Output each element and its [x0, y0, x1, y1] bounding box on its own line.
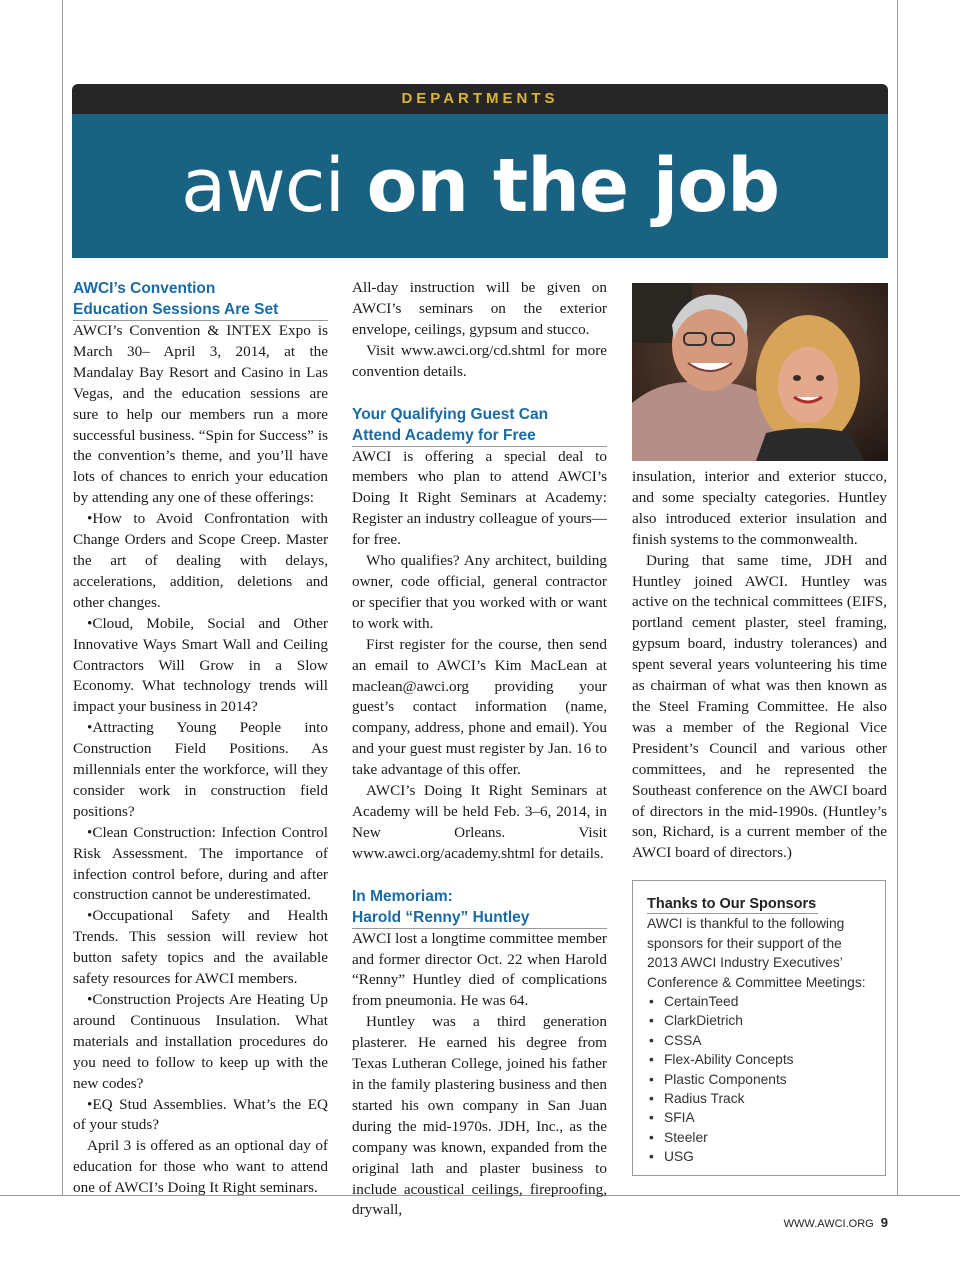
masthead-banner: [72, 114, 888, 258]
convention-paragraph: AWCI’s Convention & INTEX Expo is March 30– April 3, 2014, at the Mandalay Bay Resort and Casino in Las Vegas, and the education sessions are sure to help our members run a more successful business. “Spin for Success” is the convention’s theme, and you’ll have lots of chances to enrich your education by attending any one of these offerings:: [73, 322, 328, 507]
sponsor-item: • Steeler: [649, 1128, 871, 1147]
sponsor-item: • Radius Track: [649, 1089, 871, 1108]
sponsor-item: • USG: [649, 1147, 871, 1166]
sponsor-item: • Plastic Components: [649, 1070, 871, 1089]
memoriam-heading: In Memoriam: Harold “Renny” Huntley: [352, 886, 607, 929]
convention-link-paragraph: Visit www.awci.org/cd.shtml for more convention details.: [352, 341, 607, 380]
sponsors-box: [632, 880, 886, 1176]
masthead-title-light: awci: [180, 143, 345, 229]
right-margin-rule: [897, 0, 898, 1195]
masthead-title: [72, 114, 888, 258]
footer-url[interactable]: WWW.AWCI.ORG: [783, 1218, 874, 1230]
memoriam-paragraph: Huntley was a third generation plasterer. He earned his degree from Texas Lutheran College, joined his father in the family plastering business and then started his own company in San Juan during the mid-1970s. JDH, Inc., as the company was known, expanded from the original lath and plaster business to include acoustical ceilings, fireproofing, drywall,: [352, 1013, 607, 1219]
guest-paragraph: Who qualifies? Any architect, building owner, code official, general contractor or specifier that you worked with or want to work with.: [352, 552, 607, 632]
left-margin-rule: [62, 0, 63, 1195]
huntley-photo: [632, 283, 888, 461]
session-item: •Occupational Safety and Health Trends. This session will review hot button safety topics and the available safety resources for AWCI members.: [73, 907, 328, 988]
session-item: •How to Avoid Confrontation with Change Orders and Scope Creep. Master the art of dealing with delays, accelerations, addition, deletions and other changes.: [73, 510, 328, 611]
sponsor-item: • SFIA: [649, 1108, 871, 1127]
memoriam-paragraph: insulation, interior and exterior stucco, and some specialty categories. Huntley also introduced exterior insulation and finish systems to the commonwealth.: [632, 468, 887, 548]
session-item: •Attracting Young People into Construction Field Positions. As millennials enter the workforce, will they consider work in construction field positions?: [73, 719, 328, 820]
guest-paragraph: AWCI is offering a special deal to members who plan to attend AWCI’s Doing It Right Seminars at Academy: Register an industry colleague of yours—for free.: [352, 447, 607, 549]
memoriam-paragraph: AWCI lost a longtime committee member and former director Oct. 22 when Harold “Renny” Huntley died of complications from pneumonia. He was 64.: [352, 929, 607, 1010]
page-number: 9: [880, 1215, 888, 1230]
memoriam-paragraph: During that same time, JDH and Huntley joined AWCI. Huntley was active on the technical committees (EIFS, portland cement plaster, steel framing, gypsum board, industry tolerances) and spent several years volunteering his time as chairman of what was then known as the Steel Framing Committee. He also was a member of the Regional Vice President’s Council and various other committees, and he represented the Southeast conference on the AWCI board of directors in the mid-1990s. (Huntley’s son, Richard, is a current member of the AWCI board of directors.): [632, 551, 887, 862]
convention-paragraph: April 3 is offered as an optional day of education for those who want to attend one of AWCI’s Doing It Right seminars.: [73, 1137, 328, 1197]
departments-label: DEPARTMENTS: [401, 90, 559, 107]
session-item: •Clean Construction: Infection Control Risk Assessment. The importance of infection control before, during and after construction cannot be underestimated.: [73, 823, 328, 904]
photo-illustration: [632, 283, 888, 461]
column-1: [73, 278, 328, 1199]
session-item: •EQ Stud Assemblies. What’s the EQ of your studs?: [73, 1095, 328, 1134]
sponsor-item: • Flex-Ability Concepts: [649, 1050, 871, 1069]
guest-paragraph: First register for the course, then send an email to AWCI’s Kim MacLean at maclean@awci.org providing your guest’s contact information (name, company, address, phone and email). You and your guest must register by Jan. 16 to take advantage of this offer.: [352, 635, 607, 779]
session-item: •Cloud, Mobile, Social and Other Innovative Ways Smart Wall and Ceiling Contractors Will Grow in a Slow Economy. What technology trends will impact your business in 2014?: [73, 614, 328, 716]
column-3: [632, 467, 887, 864]
guest-heading: Your Qualifying Guest Can Attend Academy for Free: [352, 404, 607, 447]
sponsors-blurb: AWCI is thankful to the following sponsors for their support of the 2013 AWCI Industry Executives’ Conference & Committee Meetings:: [647, 916, 866, 990]
sponsors-list: [647, 992, 871, 1167]
column-2: [352, 278, 607, 1221]
sponsor-item: • CSSA: [649, 1031, 871, 1050]
departments-bar: [72, 84, 888, 114]
page-footer: [784, 1215, 888, 1230]
sponsor-item: • CertainTeed: [649, 992, 871, 1011]
guest-paragraph: AWCI’s Doing It Right Seminars at Academy will be held Feb. 3–6, 2014, in New Orleans. Visit www.awci.org/academy.shtml for details.: [352, 782, 607, 862]
sponsors-title: Thanks to Our Sponsors: [647, 896, 817, 912]
masthead-title-bold: on the job: [366, 143, 780, 229]
convention-paragraph: All-day instruction will be given on AWCI’s seminars on the exterior envelope, ceilings, gypsum and stucco.: [352, 279, 607, 338]
session-item: •Construction Projects Are Heating Up around Continuous Insulation. What materials and installation procedures do you need to follow to keep up with the new codes?: [73, 991, 328, 1092]
sponsor-item: • ClarkDietrich: [649, 1011, 871, 1030]
convention-heading: AWCI’s Convention Education Sessions Are Set: [73, 278, 328, 321]
